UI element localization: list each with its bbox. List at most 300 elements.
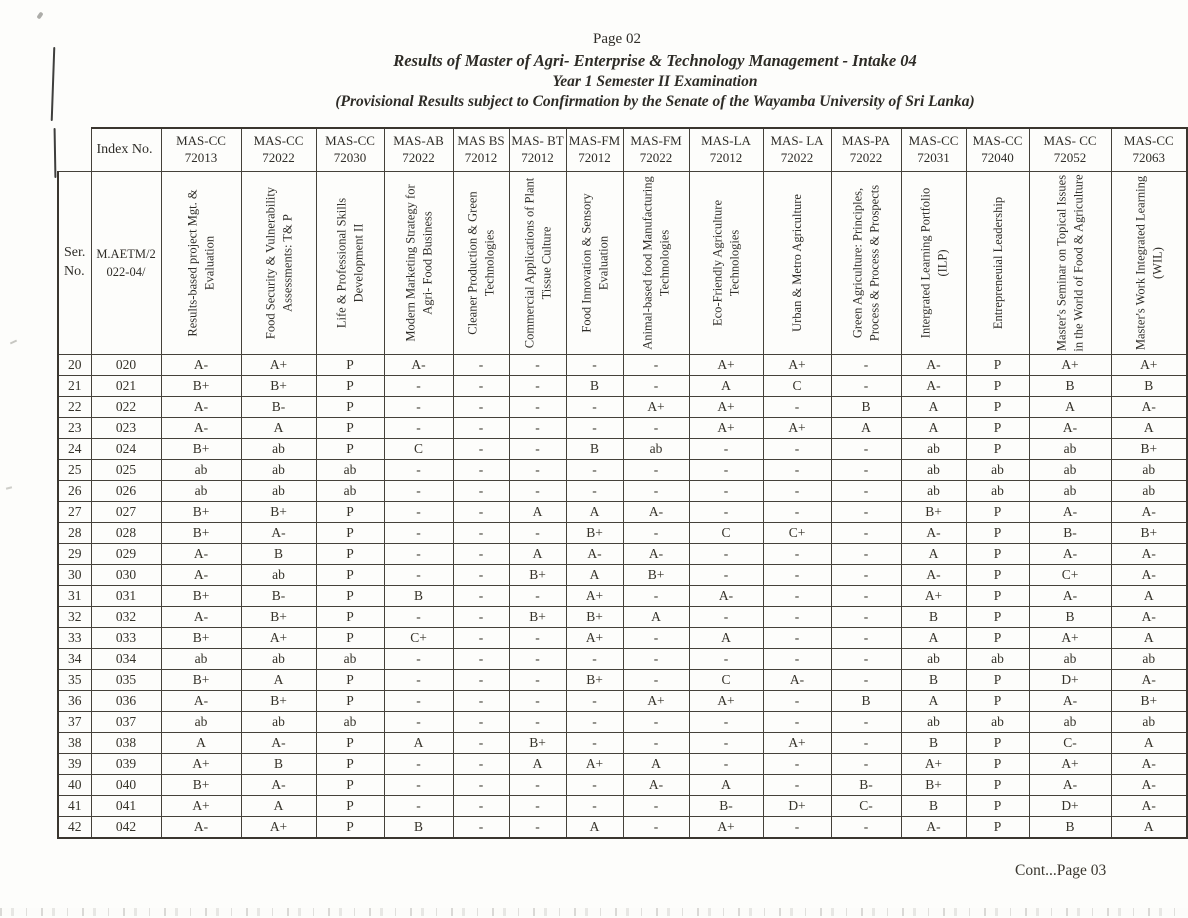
grade-cell: B+ <box>566 607 623 628</box>
index-cell: 038 <box>91 733 161 754</box>
course-name-cell <box>831 172 901 355</box>
course-code-text: MAS BS <box>457 133 505 149</box>
grade-cell: P <box>316 607 384 628</box>
grade-cell: - <box>453 502 509 523</box>
grade-cell: A+ <box>689 397 763 418</box>
grade-cell: B- <box>831 775 901 796</box>
ser-cell: 28 <box>58 523 91 544</box>
course-number-text: 72012 <box>521 150 554 165</box>
grade-cell: ab <box>623 439 689 460</box>
document-title: Results of Master of Agri- Enterprise & Technology Management - Intake 04 <box>393 51 917 70</box>
grade-cell: - <box>453 817 509 839</box>
course-code-text: MAS-FM <box>568 133 621 149</box>
table-row <box>58 544 1187 565</box>
course-code-cell <box>689 128 763 172</box>
grade-cell: - <box>509 397 566 418</box>
grade-cell: - <box>623 628 689 649</box>
grade-cell: A- <box>161 544 241 565</box>
grade-cell: - <box>384 460 453 481</box>
grade-cell: - <box>689 649 763 670</box>
table-row <box>58 817 1187 839</box>
course-name-cell <box>763 172 831 355</box>
grade-cell: A <box>566 817 623 839</box>
grade-cell: D+ <box>1029 670 1111 691</box>
results-table-body <box>58 355 1187 839</box>
grade-cell: C- <box>1029 733 1111 754</box>
grade-cell: A+ <box>623 397 689 418</box>
grade-cell: A+ <box>1029 628 1111 649</box>
grade-cell: A+ <box>689 817 763 839</box>
grade-cell: - <box>831 439 901 460</box>
grade-cell: - <box>831 586 901 607</box>
course-number-text: 72031 <box>917 150 950 165</box>
course-name-cell <box>689 172 763 355</box>
grade-cell: - <box>763 397 831 418</box>
grade-cell: A <box>241 418 316 439</box>
grade-cell: C <box>689 670 763 691</box>
grade-cell: - <box>623 376 689 397</box>
grade-cell: A+ <box>161 796 241 817</box>
grade-cell: - <box>509 460 566 481</box>
grade-cell: A- <box>161 691 241 712</box>
grade-cell: - <box>566 691 623 712</box>
course-code-cell <box>901 128 966 172</box>
grade-cell: - <box>689 544 763 565</box>
pen-mark-artifact <box>51 47 56 121</box>
grade-cell: ab <box>1029 712 1111 733</box>
course-number-text: 72030 <box>333 150 367 165</box>
course-number-text: 72012 <box>464 150 498 165</box>
course-code-cell <box>566 128 623 172</box>
grade-cell: B- <box>689 796 763 817</box>
grade-cell: A <box>623 607 689 628</box>
grade-cell: - <box>509 649 566 670</box>
course-name-text: Results-based project Mgt. & Evaluation <box>185 189 216 337</box>
grade-cell: B+ <box>161 586 241 607</box>
grade-cell: ab <box>161 481 241 502</box>
grade-cell: A+ <box>241 628 316 649</box>
grade-cell: B <box>1029 607 1111 628</box>
index-cell: 022 <box>91 397 161 418</box>
grade-cell: A <box>689 376 763 397</box>
table-row <box>58 586 1187 607</box>
grade-cell: - <box>623 355 689 376</box>
grade-cell: - <box>623 796 689 817</box>
course-code-cell <box>763 128 831 172</box>
grade-cell: B+ <box>509 565 566 586</box>
grade-cell: A- <box>1111 754 1187 775</box>
index-cell: 032 <box>91 607 161 628</box>
table-row <box>58 796 1187 817</box>
index-cell: 023 <box>91 418 161 439</box>
grade-cell: - <box>623 712 689 733</box>
grade-cell: P <box>316 397 384 418</box>
grade-cell: P <box>316 670 384 691</box>
course-name-cell <box>566 172 623 355</box>
grade-cell: A- <box>1111 775 1187 796</box>
grade-cell: A <box>509 754 566 775</box>
grade-cell: - <box>384 670 453 691</box>
grade-cell: - <box>566 355 623 376</box>
course-code-cell <box>241 128 316 172</box>
grade-cell: - <box>689 481 763 502</box>
grade-cell: - <box>689 502 763 523</box>
grade-cell: - <box>689 607 763 628</box>
table-row <box>58 754 1187 775</box>
grade-cell: - <box>831 544 901 565</box>
grade-cell: - <box>509 481 566 502</box>
grade-cell: A <box>623 754 689 775</box>
table-row <box>58 376 1187 397</box>
ser-cell: 23 <box>58 418 91 439</box>
grade-cell: B- <box>241 586 316 607</box>
grade-cell: ab <box>241 439 316 460</box>
ser-cell: 42 <box>58 817 91 839</box>
index-cell: 034 <box>91 649 161 670</box>
grade-cell: A- <box>623 775 689 796</box>
grade-cell: P <box>966 397 1029 418</box>
index-cell: 037 <box>91 712 161 733</box>
table-row <box>58 712 1187 733</box>
grade-cell: P <box>316 796 384 817</box>
grade-cell: A- <box>901 565 966 586</box>
grade-cell: A- <box>241 733 316 754</box>
grade-cell: P <box>966 439 1029 460</box>
grade-cell: P <box>316 691 384 712</box>
grade-cell: ab <box>966 712 1029 733</box>
course-code-cell <box>1029 128 1111 172</box>
course-number-text: 72022 <box>262 150 295 165</box>
grade-cell: - <box>453 733 509 754</box>
blank-corner-cell <box>58 128 91 172</box>
grade-cell: P <box>316 817 384 839</box>
grade-cell: B+ <box>161 775 241 796</box>
table-row <box>58 460 1187 481</box>
ser-cell: 20 <box>58 355 91 376</box>
grade-cell: - <box>623 733 689 754</box>
grade-cell: C+ <box>384 628 453 649</box>
grade-cell: P <box>966 376 1029 397</box>
table-row <box>58 418 1187 439</box>
grade-cell: - <box>384 754 453 775</box>
course-name-text: Food Security & Vulnerability Assessments: T& P <box>263 186 294 340</box>
grade-cell: ab <box>241 712 316 733</box>
index-cell: 024 <box>91 439 161 460</box>
grade-cell: - <box>453 565 509 586</box>
grade-cell: B <box>384 586 453 607</box>
grade-cell: A- <box>901 523 966 544</box>
page-number: Page 02 <box>593 31 641 47</box>
table-row <box>58 691 1187 712</box>
grade-cell: - <box>623 460 689 481</box>
table-row <box>58 670 1187 691</box>
grade-cell: C <box>384 439 453 460</box>
grade-cell: ab <box>901 481 966 502</box>
grade-cell: A- <box>161 397 241 418</box>
grade-cell: A+ <box>623 691 689 712</box>
grade-cell: ab <box>1111 481 1187 502</box>
index-cell: 041 <box>91 796 161 817</box>
course-code-cell <box>831 128 901 172</box>
grade-cell: A+ <box>241 817 316 839</box>
grade-cell: B- <box>1029 523 1111 544</box>
grade-cell: A <box>1111 817 1187 839</box>
index-prefix-line: 022-04/ <box>106 265 146 279</box>
grade-cell: - <box>566 481 623 502</box>
grade-cell: ab <box>241 481 316 502</box>
course-number-text: 72022 <box>402 150 435 165</box>
grade-cell: P <box>966 355 1029 376</box>
course-number-text: 72040 <box>981 150 1014 165</box>
grade-cell: B <box>901 607 966 628</box>
course-code-cell <box>623 128 689 172</box>
course-number-text: 72063 <box>1132 150 1165 165</box>
ser-cell: 38 <box>58 733 91 754</box>
grade-cell: A- <box>1111 607 1187 628</box>
document-subtitle: Year 1 Semester II Examination <box>552 73 758 90</box>
grade-cell: - <box>689 754 763 775</box>
ser-cell: 35 <box>58 670 91 691</box>
grade-cell: B+ <box>241 376 316 397</box>
grade-cell: ab <box>966 481 1029 502</box>
index-cell: 021 <box>91 376 161 397</box>
grade-cell: ab <box>901 712 966 733</box>
grade-cell: A- <box>161 565 241 586</box>
grade-cell: A+ <box>901 586 966 607</box>
grade-cell: B <box>901 733 966 754</box>
grade-cell: - <box>831 607 901 628</box>
grade-cell: A <box>689 628 763 649</box>
grade-cell: A- <box>1111 544 1187 565</box>
grade-cell: - <box>689 439 763 460</box>
grade-cell: - <box>831 733 901 754</box>
grade-cell: - <box>763 691 831 712</box>
grade-cell: B <box>1029 376 1111 397</box>
course-name-text: Life & Professional Skills Development II <box>334 197 365 329</box>
grade-cell: - <box>623 481 689 502</box>
grade-cell: B <box>901 796 966 817</box>
index-cell: 020 <box>91 355 161 376</box>
grade-cell: P <box>966 670 1029 691</box>
grade-cell: P <box>966 418 1029 439</box>
grade-cell: - <box>566 733 623 754</box>
grade-cell: - <box>453 397 509 418</box>
grade-cell: - <box>453 481 509 502</box>
grade-cell: - <box>384 607 453 628</box>
grade-cell: - <box>453 355 509 376</box>
grade-cell: A <box>831 418 901 439</box>
grade-cell: B <box>831 691 901 712</box>
grade-cell: - <box>689 712 763 733</box>
grade-cell: A- <box>384 355 453 376</box>
grade-cell: - <box>453 775 509 796</box>
grade-cell: A- <box>566 544 623 565</box>
course-code-text: MAS-AB <box>393 133 444 149</box>
grade-cell: A <box>901 397 966 418</box>
grade-cell: A+ <box>763 733 831 754</box>
course-code-cell <box>384 128 453 172</box>
grade-cell: P <box>316 376 384 397</box>
grade-cell: - <box>763 481 831 502</box>
grade-cell: - <box>453 649 509 670</box>
grade-cell: - <box>509 439 566 460</box>
ser-cell: 27 <box>58 502 91 523</box>
grade-cell: - <box>689 733 763 754</box>
course-name-text: Modern Marketing Strategy for Agri- Food Business <box>403 184 434 342</box>
grade-cell: P <box>966 502 1029 523</box>
index-cell: 035 <box>91 670 161 691</box>
grade-cell: - <box>623 418 689 439</box>
index-cell: 030 <box>91 565 161 586</box>
grade-cell: P <box>316 775 384 796</box>
grade-cell: A+ <box>1029 754 1111 775</box>
index-prefix-line: M.AETM/2 <box>96 246 156 261</box>
grade-cell: A <box>901 544 966 565</box>
grade-cell: - <box>566 649 623 670</box>
course-name-cell <box>1111 172 1187 355</box>
grade-cell: - <box>509 796 566 817</box>
index-no-header-cell: Index No. <box>91 128 161 172</box>
grade-cell: A- <box>623 544 689 565</box>
grade-cell: ab <box>901 649 966 670</box>
course-name-cell <box>623 172 689 355</box>
grade-cell: - <box>453 439 509 460</box>
grade-cell: B <box>566 439 623 460</box>
course-name-text: Commercial Applications of Plant Tissue Culture <box>522 177 553 349</box>
course-code-cell <box>1111 128 1187 172</box>
grade-cell: B+ <box>1111 439 1187 460</box>
grade-cell: - <box>384 481 453 502</box>
grade-cell: - <box>384 523 453 544</box>
grade-cell: ab <box>901 439 966 460</box>
grade-cell: - <box>453 523 509 544</box>
ser-cell: 25 <box>58 460 91 481</box>
grade-cell: - <box>509 670 566 691</box>
table-row <box>58 607 1187 628</box>
course-code-cell <box>161 128 241 172</box>
ser-no-header-cell <box>58 172 91 355</box>
course-name-text: Animal-based food Manufacturing Technologies <box>640 176 671 350</box>
grade-cell: A+ <box>689 355 763 376</box>
grade-cell: P <box>316 628 384 649</box>
grade-cell: - <box>453 607 509 628</box>
grade-cell: P <box>316 733 384 754</box>
grade-cell: - <box>453 796 509 817</box>
grade-cell: A <box>161 733 241 754</box>
grade-cell: A- <box>901 817 966 839</box>
grade-cell: A+ <box>566 628 623 649</box>
grade-cell: P <box>316 355 384 376</box>
grade-cell: ab <box>161 712 241 733</box>
ser-cell: 30 <box>58 565 91 586</box>
grade-cell: A- <box>241 775 316 796</box>
grade-cell: P <box>966 691 1029 712</box>
grade-cell: - <box>509 691 566 712</box>
grade-cell: - <box>453 544 509 565</box>
ser-cell: 40 <box>58 775 91 796</box>
course-number-text: 72012 <box>578 150 611 165</box>
course-name-text: Cleaner Production & Green Technologies <box>465 191 496 335</box>
course-code-cell <box>509 128 566 172</box>
grade-cell: A- <box>763 670 831 691</box>
grade-cell: B <box>384 817 453 839</box>
course-name-text: Food Innovation & Sensory Evaluation <box>579 193 610 333</box>
grade-cell: A <box>1029 397 1111 418</box>
grade-cell: A <box>384 733 453 754</box>
grade-cell: - <box>453 376 509 397</box>
course-name-row <box>58 172 1187 355</box>
course-name-text: Intergrated Learning Portfolio (ILP) <box>918 187 949 339</box>
course-name-cell <box>509 172 566 355</box>
grade-cell: C+ <box>763 523 831 544</box>
grade-cell: - <box>384 691 453 712</box>
grade-cell: ab <box>316 649 384 670</box>
grade-cell: - <box>623 523 689 544</box>
grade-cell: - <box>763 565 831 586</box>
grade-cell: A- <box>161 418 241 439</box>
grade-cell: - <box>763 649 831 670</box>
grade-cell: P <box>966 628 1029 649</box>
course-name-text: Urban & Metro Agriculture <box>789 194 804 332</box>
course-number-text: 72022 <box>639 150 673 165</box>
grade-cell: A+ <box>901 754 966 775</box>
table-row <box>58 565 1187 586</box>
course-number-text: 72022 <box>780 150 814 165</box>
grade-cell: B+ <box>241 502 316 523</box>
grade-cell: P <box>966 775 1029 796</box>
grade-cell: - <box>831 565 901 586</box>
grade-cell: - <box>384 397 453 418</box>
grade-cell: P <box>316 418 384 439</box>
grade-cell: B <box>831 397 901 418</box>
course-number-text: 72012 <box>709 150 743 165</box>
grade-cell: - <box>763 502 831 523</box>
table-row <box>58 502 1187 523</box>
grade-cell: B+ <box>623 565 689 586</box>
index-cell: 026 <box>91 481 161 502</box>
grade-cell: A <box>901 418 966 439</box>
grade-cell: ab <box>241 649 316 670</box>
grade-cell: - <box>831 712 901 733</box>
grade-cell: - <box>763 754 831 775</box>
grade-cell: A+ <box>1029 355 1111 376</box>
grade-cell: - <box>689 565 763 586</box>
grade-cell: ab <box>241 460 316 481</box>
grade-cell: A+ <box>689 418 763 439</box>
index-cell: 028 <box>91 523 161 544</box>
grade-cell: - <box>623 649 689 670</box>
grade-cell: - <box>384 649 453 670</box>
grade-cell: - <box>831 670 901 691</box>
course-code-text: MAS-CC <box>325 133 375 149</box>
course-code-text: MAS-CC <box>253 133 304 149</box>
course-code-text: MAS- LA <box>770 133 824 149</box>
grade-cell: B <box>241 544 316 565</box>
course-code-text: MAS-PA <box>842 133 890 149</box>
grade-cell: ab <box>316 712 384 733</box>
grade-cell: A- <box>689 586 763 607</box>
grade-cell: A <box>241 670 316 691</box>
grade-cell: A- <box>241 523 316 544</box>
grade-cell: - <box>453 754 509 775</box>
grade-cell: P <box>316 565 384 586</box>
scan-speck <box>10 340 17 345</box>
grade-cell: C <box>763 376 831 397</box>
grade-cell: A- <box>623 502 689 523</box>
grade-cell: P <box>316 754 384 775</box>
grade-cell: - <box>509 628 566 649</box>
results-table <box>57 127 1188 839</box>
